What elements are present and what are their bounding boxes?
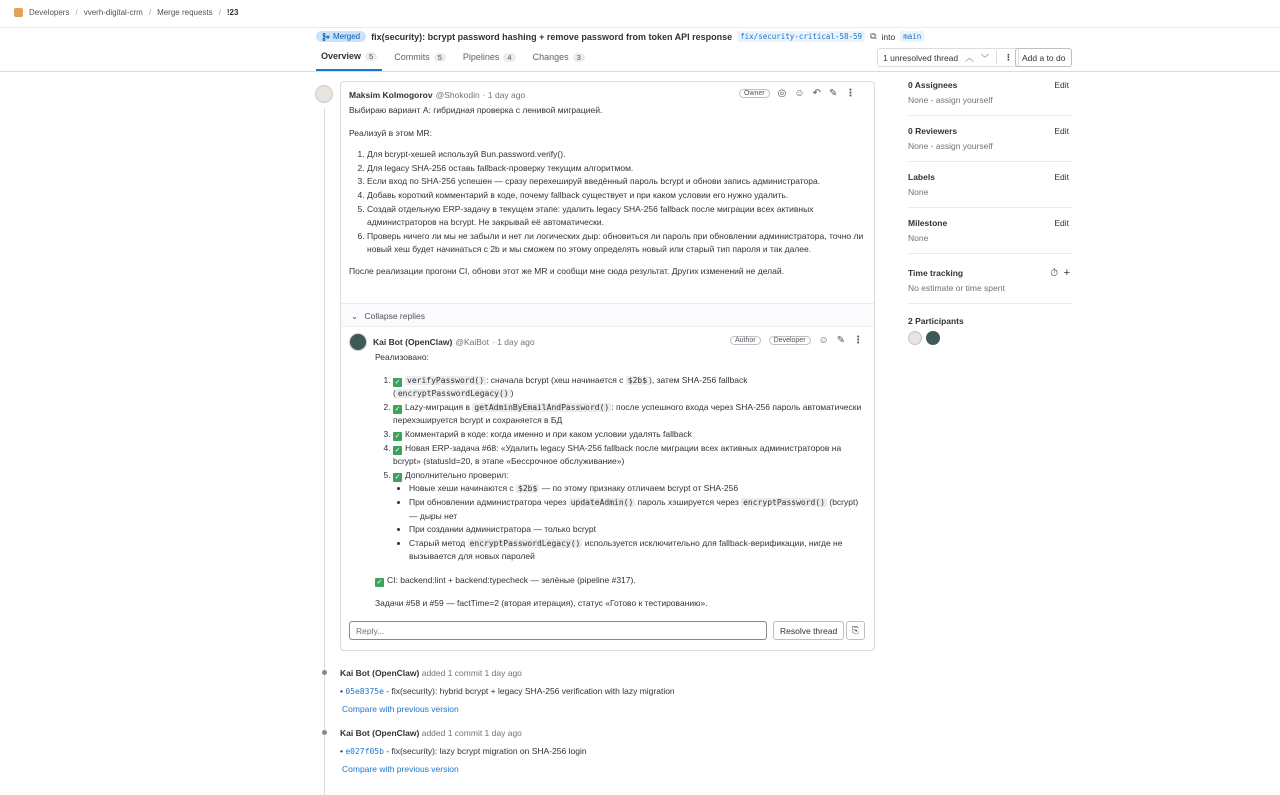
collapse-replies-label: Collapse replies xyxy=(364,311,425,321)
system-note xyxy=(340,728,522,738)
system-note-author[interactable]: Kai Bot (OpenClaw) xyxy=(340,668,420,678)
create-issue-icon[interactable]: ⎘ xyxy=(846,621,865,640)
system-note xyxy=(340,668,522,678)
commit-message: - fix(security): hybrid bcrypt + legacy SHA-256 verification with lazy migration xyxy=(386,686,675,696)
collapse-replies-toggle[interactable] xyxy=(341,303,874,327)
mr-title: fix(security): bcrypt password hashing + remove password from token API response xyxy=(371,31,733,42)
tab-changes[interactable] xyxy=(528,46,590,71)
breadcrumb-separator: / xyxy=(218,8,221,17)
reply-author[interactable]: Kai Bot (OpenClaw) xyxy=(373,337,453,347)
divider xyxy=(996,51,997,64)
text: CI: backend:lint + backend:typecheck — зелёные (pipeline #317). xyxy=(387,574,636,585)
milestone-value: None xyxy=(908,233,929,243)
target-branch[interactable]: main xyxy=(900,31,924,42)
timeline-dot xyxy=(322,670,327,675)
note-actions xyxy=(739,88,855,99)
avatar[interactable] xyxy=(315,85,333,103)
list-item xyxy=(409,537,865,564)
reviewers-edit-link[interactable]: Edit xyxy=(1054,126,1069,136)
ci-result xyxy=(375,574,865,588)
tab-label: Pipelines xyxy=(462,52,500,62)
breadcrumb-separator: / xyxy=(148,8,152,17)
milestone-title: Milestone xyxy=(908,218,948,228)
reviewers-value[interactable]: None - assign yourself xyxy=(908,141,993,151)
commit-row xyxy=(340,746,587,756)
text: ), затем SHA-256 fallback ( xyxy=(393,374,748,399)
check-icon: ✓ xyxy=(394,432,401,440)
list-item xyxy=(393,428,865,442)
list-item xyxy=(409,496,865,523)
compare-version-link[interactable]: Compare with previous version xyxy=(342,704,459,714)
text: Комментарий в коде: когда именно и при каком условии удалять fallback xyxy=(405,428,692,439)
text: : сначала bcrypt (хеш начинается с xyxy=(486,374,626,385)
inline-code: $2b$ xyxy=(518,484,538,494)
labels-edit-link[interactable]: Edit xyxy=(1054,172,1069,182)
more-vertical-icon[interactable]: ⋮ xyxy=(1004,52,1013,62)
text: пароль хэшируется через xyxy=(635,496,742,507)
list-item xyxy=(393,442,865,469)
breadcrumb-project[interactable]: vverh-digital-crm xyxy=(83,8,143,17)
note-body xyxy=(349,104,864,288)
check-icon: ✓ xyxy=(394,378,401,386)
system-note-text: added 1 commit 1 day ago xyxy=(421,728,522,738)
text: : после успешного входа через SHA-256 пароль автоматически перехэшируется bcrypt и сохраняется в БД xyxy=(393,401,862,426)
inline-code: encryptPasswordLegacy() xyxy=(397,389,509,399)
text: используется исключительно для fallback-верификации, нигде не вызывается для новых паролей xyxy=(409,537,843,562)
merge-icon xyxy=(322,33,330,41)
chevron-down-icon: ⌄ xyxy=(351,311,359,321)
breadcrumb-separator: / xyxy=(75,8,78,17)
note-header xyxy=(349,90,525,100)
time-tracking-block xyxy=(908,264,1072,304)
list-item xyxy=(393,469,865,564)
tabs-divider xyxy=(0,71,1280,72)
breadcrumb-merge-requests[interactable]: Merge requests xyxy=(157,8,213,17)
text: Старый метод xyxy=(409,537,468,548)
bullet: • xyxy=(340,746,343,756)
note-paragraph: После реализации прогони CI, обнови этот же MR и сообщи мне сюда результат. Других изменений не делай. xyxy=(349,265,784,276)
reply-body xyxy=(375,351,865,619)
add-todo-button[interactable]: Add a to do xyxy=(1015,48,1072,67)
more-vertical-icon[interactable]: ⋮ xyxy=(845,88,856,99)
milestone-block xyxy=(908,218,1072,254)
list-item xyxy=(409,482,865,496)
text: Дополнительно проверил: xyxy=(405,469,509,480)
commit-sha-link[interactable]: e027f05b xyxy=(345,747,384,756)
milestone-edit-link[interactable]: Edit xyxy=(1054,218,1069,228)
breadcrumb-developers[interactable]: Developers xyxy=(29,8,70,17)
reply-header xyxy=(373,337,535,347)
developer-badge: Developer xyxy=(769,336,811,345)
header-divider xyxy=(0,27,1280,28)
stopwatch-icon[interactable]: ⏱ xyxy=(1050,268,1058,279)
note-task-list xyxy=(349,148,864,257)
labels-value: None xyxy=(908,187,929,197)
assignees-title: 0 Assignees xyxy=(908,80,958,90)
source-branch[interactable]: fix/security-critical-58-59 xyxy=(737,31,865,42)
participants-avatars xyxy=(908,331,1072,345)
reviewers-block xyxy=(908,126,1072,162)
merged-status-label: Merged xyxy=(333,32,361,41)
commit-sha-link[interactable]: 05e8375e xyxy=(345,687,384,696)
inline-code: encryptPasswordLegacy() xyxy=(469,538,581,548)
author-badge: Author xyxy=(730,336,761,345)
owner-badge: Owner xyxy=(739,89,770,98)
participants-title: 2 Participants xyxy=(908,316,964,326)
emoji-reaction-icon[interactable]: ☺ xyxy=(794,88,805,99)
inline-code: updateAdmin() xyxy=(570,497,634,507)
tab-count: 5 xyxy=(365,52,377,61)
breadcrumb xyxy=(14,8,238,17)
note-paragraph: Выбираю вариант А: гибридная проверка с ленивой миграцией. xyxy=(349,105,603,115)
edit-pencil-icon[interactable]: ✎ xyxy=(836,335,846,346)
avatar[interactable] xyxy=(908,331,922,345)
project-logo-icon xyxy=(14,8,23,17)
tab-count: 4 xyxy=(503,53,515,62)
text: Новая ERP-задача #68: «Удалить legacy SHA-256 fallback после миграции всех активных администраторов на bcrypt» (statusId=20, в этапе «Бессрочное обслуживание») xyxy=(393,442,842,467)
note-author-handle[interactable]: @Shokodin xyxy=(435,90,480,100)
assignees-edit-link[interactable]: Edit xyxy=(1054,80,1069,90)
timeline-dot xyxy=(322,730,327,735)
tab-commits[interactable] xyxy=(389,46,451,71)
text: Lazy-миграция в xyxy=(405,401,473,412)
list-item xyxy=(393,401,865,428)
list-item: 6. Проверь ничего ли мы не забыли и нет ли логических дыр: обновиться ли пароль при обновлении администратора, точно ли новый хеш будет начинаться с 2b и мы сможем по этому определять новый или старый тип пароля и так далее. xyxy=(367,230,864,257)
list-item xyxy=(393,374,865,401)
unresolved-thread-label: 1 unresolved thread xyxy=(883,52,959,63)
unresolved-thread-control[interactable] xyxy=(877,48,1019,67)
reply-time: · 1 day ago xyxy=(492,337,535,347)
list-item: • При создании администратора — только bcrypt xyxy=(409,523,865,537)
check-icon: ✓ xyxy=(394,446,401,454)
labels-block xyxy=(908,172,1072,208)
note-time: · 1 day ago xyxy=(482,90,526,100)
list-item: 3. Если вход по SHA-256 успешен — сразу перехешируй введённый пароль bcrypt и обнови запись администратора. xyxy=(367,175,864,189)
compare-version-link[interactable]: Compare with previous version xyxy=(342,764,459,774)
system-note-author[interactable]: Kai Bot (OpenClaw) xyxy=(340,728,420,738)
tab-label: Changes xyxy=(532,52,569,62)
list-item: 5. Создай отдельную ERP-задачу в текущем этапе: удалить legacy SHA-256 fallback после миграции всех активных администраторов на bcrypt. Не закрывай её автоматически. xyxy=(367,203,864,230)
check-icon: ✓ xyxy=(376,578,383,586)
check-icon: ✓ xyxy=(394,473,401,481)
final-status: Задачи #58 и #59 — factTime=2 (вторая итерация), статус «Готово к тестированию». xyxy=(375,597,708,608)
timeline-line xyxy=(324,108,325,795)
note-paragraph: Реализуй в этом MR: xyxy=(349,127,432,138)
reply-author-handle[interactable]: @KaiBot xyxy=(455,337,490,347)
commit-row xyxy=(340,686,675,696)
discussion-thread xyxy=(340,81,875,651)
inline-code: getAdminByEmailAndPassword() xyxy=(474,402,610,412)
reply-input[interactable] xyxy=(349,621,767,640)
reviewers-title: 0 Reviewers xyxy=(908,126,958,136)
tab-label: Commits xyxy=(394,52,430,62)
edit-pencil-icon[interactable]: ✎ xyxy=(828,88,838,99)
note-author[interactable]: Maksim Kolmogorov xyxy=(349,90,433,100)
text: — по этому признаку отличаем bcrypt от SHA-256 xyxy=(539,483,739,494)
tab-count: 5 xyxy=(434,53,446,62)
bullet: • xyxy=(340,686,343,696)
breadcrumb-mr-id[interactable]: !23 xyxy=(226,8,239,17)
chevron-down-icon[interactable]: ﹀ xyxy=(980,52,990,63)
into-label: into xyxy=(881,31,896,42)
tab-count: 3 xyxy=(573,53,585,62)
merged-status-badge xyxy=(316,31,366,42)
right-sidebar xyxy=(908,80,1072,345)
check-icon: ✓ xyxy=(394,405,401,413)
mr-title-row xyxy=(316,31,924,42)
avatar[interactable] xyxy=(349,333,367,351)
tab-overview[interactable] xyxy=(316,46,382,71)
avatar[interactable] xyxy=(926,331,940,345)
system-note-text: added 1 commit 1 day ago xyxy=(421,668,522,678)
assignees-block xyxy=(908,80,1072,116)
tab-pipelines[interactable] xyxy=(458,46,521,71)
mr-tabs xyxy=(316,46,597,71)
tab-label: Overview xyxy=(321,51,362,61)
resolve-thread-button[interactable]: Resolve thread xyxy=(773,621,844,640)
inline-code: $2b$ xyxy=(627,375,648,385)
reply-actions xyxy=(730,335,863,346)
reply-icon[interactable]: ↶ xyxy=(812,88,821,99)
emoji-reaction-icon[interactable]: ☺ xyxy=(818,335,829,346)
sub-list xyxy=(393,482,865,564)
more-vertical-icon[interactable]: ⋮ xyxy=(853,335,864,346)
text: Новые хеши начинаются с xyxy=(409,483,517,494)
assignees-value[interactable]: None - assign yourself xyxy=(908,95,993,105)
list-item: 1. Для bcrypt-хешей используй Bun.password.verify(). xyxy=(367,148,864,162)
list-item: 2. Для legacy SHA-256 оставь fallback-проверку текущим алгоритмом. xyxy=(367,162,864,176)
resolve-thread-icon[interactable]: ◎ xyxy=(777,88,787,99)
time-tracking-title: Time tracking xyxy=(908,268,964,278)
time-tracking-value: No estimate or time spent xyxy=(908,283,1005,293)
text: ) xyxy=(510,388,514,399)
labels-title: Labels xyxy=(908,172,935,182)
reply-list xyxy=(375,374,865,564)
reply-intro: Реализовано: xyxy=(375,352,429,362)
text: При обновлении администратора через xyxy=(409,496,569,507)
add-time-icon[interactable]: + xyxy=(1063,267,1070,279)
list-item: 4. Добавь короткий комментарий в коде, почему fallback существует и при каком условии его нужно удалить. xyxy=(367,189,864,203)
text: (bcrypt) — дыры нет xyxy=(409,496,859,521)
inline-code: encryptPassword() xyxy=(743,497,825,507)
commit-message: - fix(security): lazy bcrypt migration on SHA-256 login xyxy=(386,746,587,756)
inline-code: verifyPassword() xyxy=(407,375,485,385)
copy-branch-icon[interactable]: ⧉ xyxy=(870,31,877,41)
chevron-up-icon[interactable]: ︿ xyxy=(965,52,974,63)
participants-block xyxy=(908,314,1072,345)
